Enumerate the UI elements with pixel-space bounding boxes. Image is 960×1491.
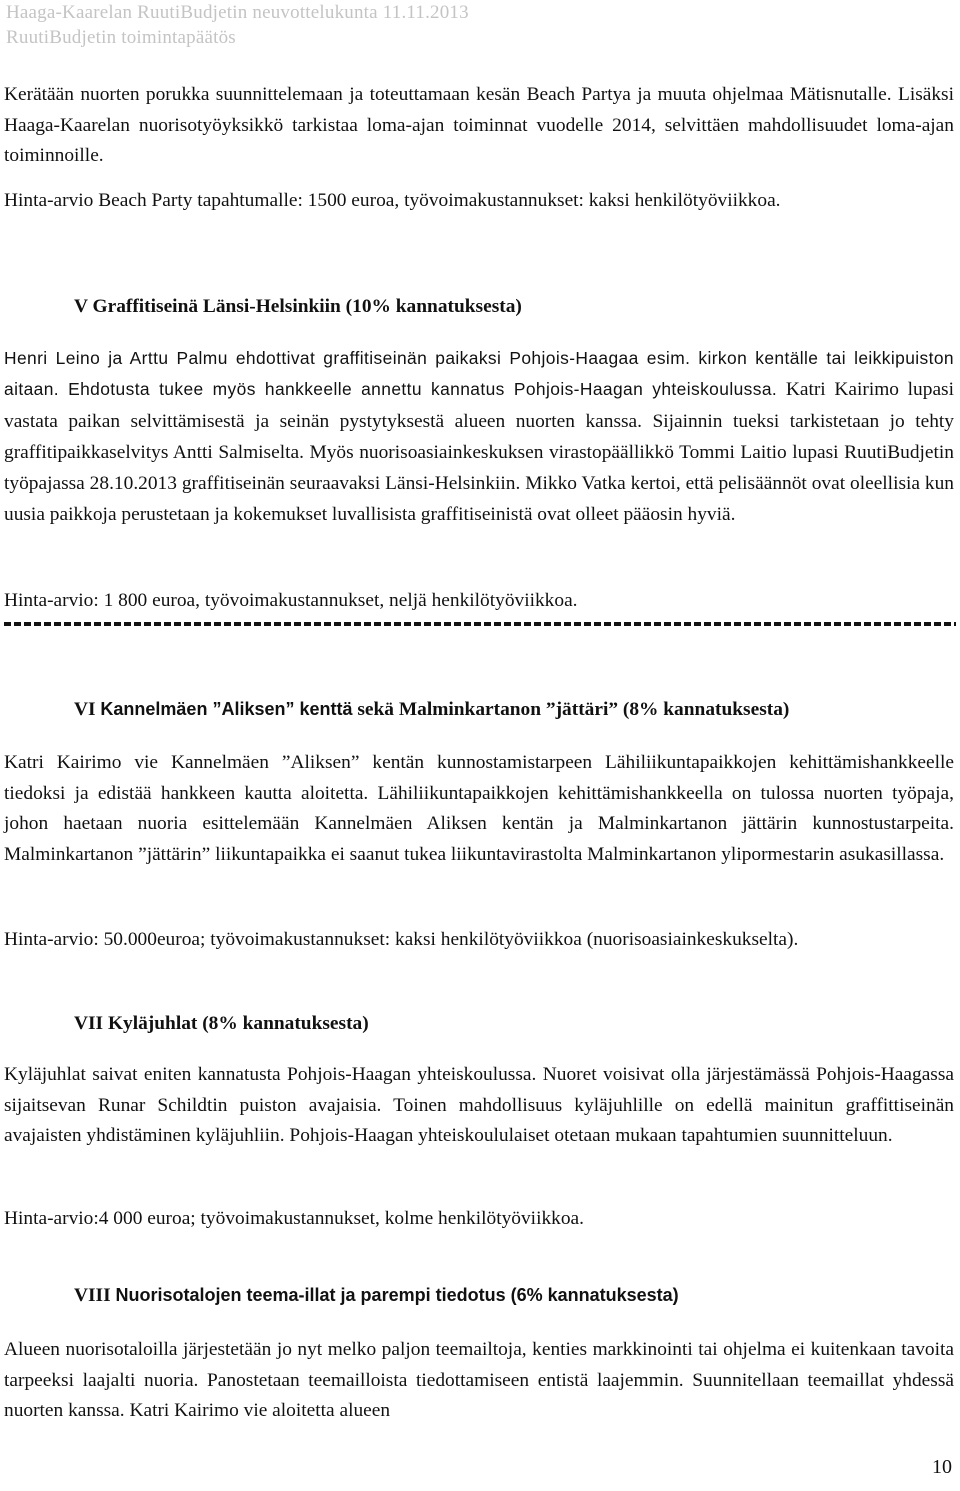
section-vi-paragraph: Katri Kairimo vie Kannelmäen ”Aliksen” kentän kunnostamistarpeen Lähiliikuntapaikkojen kehittämishankkeelle tiedoksi ja edistää hankkeen kautta aloitetta. Lähiliikuntapaikkojen kehittämishankkeella on tulossa nuorten työpaja, johon haetaan nuoria esittelemään Kannelmäen Aliksen kentän ja Malminkartanon jättärin kunnostustarpeita. Malminkartanon ”jättärin” liikuntapaikka ei saanut tukea liikuntavirastolta Malminkartanon ylipormestarin asukasillassa. bbox=[4, 752, 954, 865]
section-vi-heading-number: VI bbox=[74, 699, 101, 720]
section-vi-estimate: Hinta-arvio: 50.000euroa; työvoimakustannukset: kaksi henkilötyöviikkoa (nuorisoasiainkeskukselta). bbox=[4, 929, 799, 950]
page-header bbox=[0, 0, 960, 54]
section-vii-estimate: Hinta-arvio:4 000 euroa; työvoimakustannukset, kolme henkilötyöviikkoa. bbox=[4, 1208, 584, 1229]
section-viii-heading bbox=[74, 1285, 679, 1307]
section-v-paragraph-sans: Henri Leino ja Arttu Palmu ehdottivat graffitiseinän paikaksi Pohjois-Haagaa esim. kirkon kentälle tai leikkipuiston aitaan. Ehdotusta tukee myös hankkeelle annettu kannatus Pohjois-Haagan yhteiskoulussa. bbox=[4, 348, 954, 400]
section-viii-heading-number: VIII bbox=[74, 1285, 116, 1306]
section-vi-heading-part1: Kannelmäen ”Aliksen” kenttä bbox=[100, 699, 353, 719]
intro-estimate: Hinta-arvio Beach Party tapahtumalle: 1500 euroa, työvoimakustannukset: kaksi henkilötyöviikkoa. bbox=[4, 190, 781, 211]
section-vi-heading-part2: sekä Malminkartanon ”jättäri” (8% kannatuksesta) bbox=[352, 699, 790, 720]
section-v-paragraph-serif: Katri Kairimo lupasi vastata paikan selvittämisestä ja seinän pystytyksestä alueen nuorten kanssa. Sijainnin tueksi tarkistetaan jo tehty graffitipaikkaselvitys Antti Salmiselta. Myös nuorisoasiainkeskuksen virastopäällikkö Tommi Laitio lupasi RuutiBudjetin työpajassa 28.10.2013 graffitiseinän seuraavaksi Länsi-Helsinkiin. Mikko Vatka kertoi, että pelisäännöt ovat oleellisia kun uusia paikkoja perustetaan ja kokemukset luvallisista graffitiseinistä ovat olleet pääosin hyviä. bbox=[4, 379, 954, 526]
section-viii-heading-title: Nuorisotalojen teema-illat ja parempi tiedotus (6% kannatuksesta) bbox=[115, 1285, 679, 1305]
section-viii-paragraph: Alueen nuorisotaloilla järjestetään jo nyt melko paljon teemailtoja, kenties markkinointi tai ohjelma ei kuitenkaan tavoita tarpeeksi laajalti nuoria. Panostetaan teemailloista tiedottamiseen entistä laajemmin. Suunnitellaan teemaillat yhdessä nuorten kanssa. Katri Kairimo vie aloitetta alueen bbox=[4, 1339, 954, 1421]
page-number: 10 bbox=[932, 1456, 952, 1478]
header-title: Haaga-Kaarelan RuutiBudjetin neuvottelukunta 11.11.2013 bbox=[6, 2, 469, 23]
section-vii-paragraph: Kyläjuhlat saivat eniten kannatusta Pohjois-Haagan yhteiskoulussa. Nuoret voisivat olla järjestämässä Pohjois-Haagassa sijaitsevan Runar Schildtin puiston avajaisia. Toinen mahdollisuus kyläjuhlille on edellä mainitun graffittiseinän avajaisten yhdistäminen kyläjuhliin. Pohjois-Haagan yhteiskoululaiset otetaan mukaan tapahtumien suunnitteluun. bbox=[4, 1064, 954, 1146]
section-v-paragraph bbox=[4, 343, 954, 531]
section-v-heading: V Graffitiseinä Länsi-Helsinkiin (10% kannatuksesta) bbox=[74, 296, 522, 317]
header-subtitle: RuutiBudjetin toimintapäätös bbox=[6, 27, 236, 48]
section-divider bbox=[4, 622, 956, 626]
section-vii-heading: VII Kyläjuhlat (8% kannatuksesta) bbox=[74, 1013, 369, 1034]
intro-paragraph: Kerätään nuorten porukka suunnittelemaan ja toteuttamaan kesän Beach Partya ja muuta ohjelmaa Mätisnutalle. Lisäksi Haaga-Kaarelan nuorisotyöyksikkö tarkistaa loma-ajan toiminnat vuodelle 2014, selvittäen mahdollisuudet loma-ajan toiminnoille. bbox=[4, 84, 954, 166]
section-v-estimate: Hinta-arvio: 1 800 euroa, työvoimakustannukset, neljä henkilötyöviikkoa. bbox=[4, 590, 578, 611]
section-vi-heading bbox=[74, 699, 789, 721]
